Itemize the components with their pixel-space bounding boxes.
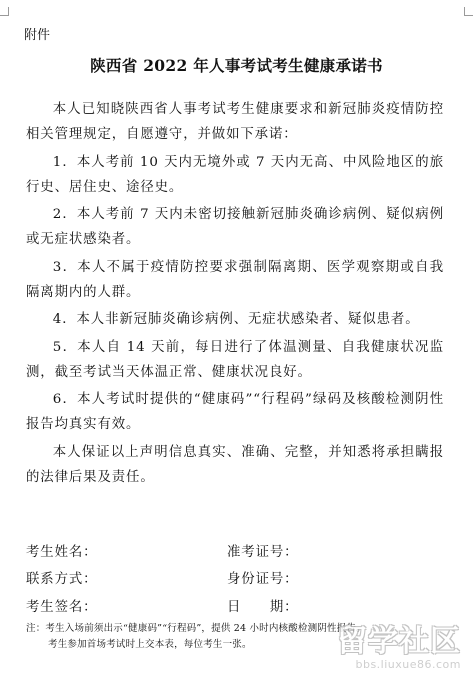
footnote-line-1: 注：考生入场前须出示“健康码”“行程码”，提供 24 小时内核酸检测阴性报告。	[26, 623, 366, 634]
margin-corner-mark-right	[464, 7, 473, 16]
document-body	[26, 97, 444, 492]
intro-paragraph: 本人已知晓陕西省人事考试考生健康要求和新冠肺炎疫情防控相关管理规定，自愿遵守，并做如下承诺：	[26, 102, 444, 142]
pledge-item-5: 5．本人自 14 天前，每日进行了体温测量、自我健康状况监测，截至考试当天体温正常、健康状况良好。	[26, 339, 444, 380]
watermark-url: bbs.liuxue86.com	[355, 658, 461, 671]
candidate-name-label: 考生姓名：	[26, 545, 98, 560]
date-label: 日 期：	[227, 600, 299, 615]
pledge-item-1: 1．本人考前 10 天内无境外或 7 天内无高、中风险地区的旅行史、居住史、途径史。	[26, 154, 444, 195]
contact-label: 联系方式：	[26, 572, 98, 587]
signature-label: 考生签名：	[26, 600, 98, 615]
watermark-text: 留学社区	[337, 624, 461, 659]
pledge-item-4: 4．本人非新冠肺炎确诊病例、无症状感染者、疑似患者。	[52, 312, 420, 327]
pledge-item-3: 3．本人不属于疫情防控要求强制隔离期、医学观察期或自我隔离期内的人群。	[26, 259, 444, 300]
attachment-label: 附件	[24, 28, 51, 43]
guarantee-paragraph: 本人保证以上声明信息真实、准确、完整，并知悉将承担瞒报的法律后果及责任。	[26, 444, 444, 485]
admission-ticket-label: 准考证号：	[227, 545, 299, 560]
id-number-label: 身份证号：	[227, 572, 299, 587]
margin-corner-mark-left	[0, 7, 9, 16]
pledge-item-6: 6．本人考试时提供的“健康码”“行程码”绿码及核酸检测阴性报告均真实有效。	[26, 392, 444, 432]
site-watermark	[337, 616, 461, 671]
pledge-item-2: 2．本人考前 7 天内未密切接触新冠肺炎确诊病例、疑似病例或无症状感染者。	[26, 207, 444, 247]
footnote-line-2: 考生参加首场考试时上交本表，每位考生一张。	[48, 639, 252, 650]
document-title: 陕西省 2022 年人事考试考生健康承诺书	[90, 56, 383, 75]
